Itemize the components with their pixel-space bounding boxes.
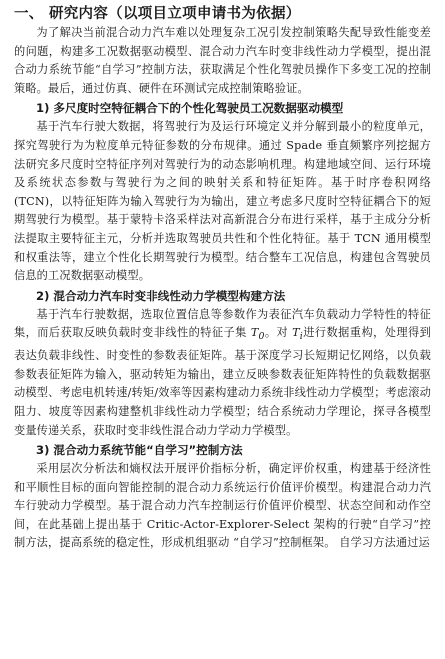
body-2-part-b: 。对 bbox=[264, 326, 293, 340]
body-2-part-a: 基于汽车行驶数据，选取位置信息等参数作为表征汽车负载动力学特性的特征集，而后获取反映负载时变非线性的特征子集 bbox=[14, 307, 431, 340]
subsection-body-1: 基于汽车行驶大数据，将驾驶行为及运行环境定义并分解到最小的粒度单元，探究驾驶行为为粒度单元特征参数的分布规律。通过 Spade 垂直频繁序列挖掘方法研究多尺度时空特征序列对驾驶行为的动态影响机理。构建地域空间、运行环境及系统状态参数与驾驶行为之间的映射关系和特征矩阵。基于时序卷积网络(TCN)，以特征矩阵为输入驾驶行为为输出，建立考虑多尺度时空特征耦合下的短期驾驶行为模型。基于蒙特卡洛采样法对高新混合分布进行采样，基于主成分分析法提取主要特征主元，分析并选取驾驶员共性和个性化特征。基于 TCN 通用模型和权重法等，建立个性化长期驾驶行为模型。结合整车工况信息，构建包含驾驶员信息的工况数据驱动模型。 bbox=[14, 120, 431, 283]
subsection-body-2 bbox=[14, 306, 431, 440]
symbol-ti-letter: T bbox=[292, 326, 300, 340]
subsection-heading-3: 3) 混合动力系统节能“自学习”控制方法 bbox=[36, 443, 243, 458]
subsection-heading-1: 1) 多尺度时空特征耦合下的个性化驾驶员工况数据驱动模型 bbox=[36, 101, 344, 116]
section-title: 一、 研究内容（以项目立项申请书为依据） bbox=[14, 6, 301, 22]
intro-paragraph: 为了解决当前混合动力汽车难以处理复杂工况引发控制策略失配导致性能变差的问题，构建多工况数据驱动模型、混合动力汽车时变非线性动力学模型，提出混合动力系统节能“自学习”控制方法，获取满足个性化驾驶员操作下多变工况的控制策略。最后，通过仿真、硬件在环测试完成控制策略验证。 bbox=[14, 26, 431, 95]
body-2-part-c: 进行数据重构，处理得到表达负载非线性、时变性的参数表征矩阵。基于深度学习长短期记忆网络，以负载参数表征矩阵为输入，驱动转矩为输出，建立反映参数表征矩阵特性的负载数据驱动模型、考虑电机转速/转矩/效率等因素构建动力系统非线性动力学模型；考虑滚动阻力、坡度等因素构建整机非线性动力学模型；结合系统动力学理论，探寻各模型变量传递关系，获取时变非线性混合动力学动力学模型。 bbox=[14, 326, 431, 437]
symbol-t0 bbox=[250, 326, 265, 343]
symbol-ti-subscript: i bbox=[299, 331, 303, 343]
symbol-t0-letter: T bbox=[250, 326, 259, 340]
subsection-heading-2: 2) 混合动力汽车时变非线性动力学模型构建方法 bbox=[36, 288, 286, 303]
symbol-t0-subscript: 0 bbox=[258, 331, 265, 343]
subsection-body-3: 采用层次分析法和熵权法开展评价指标分析，确定评价权重，构建基于经济性和平顺性目标的面向智能控制的混合动力系统运行价值评价模型。构建混合动力汽车行驶动力学模型。基于混合动力汽车控制运行价值评价模型、状态空间和动作空间，在此基础上提出基于 Critic-Actor-Explorer-Select 架构的行驶“自学习”控制方法，提高系统的稳定性，形成机组驱动 “自学习”控制框架。 自学习方法通过运 bbox=[14, 462, 431, 550]
symbol-ti bbox=[292, 326, 303, 343]
